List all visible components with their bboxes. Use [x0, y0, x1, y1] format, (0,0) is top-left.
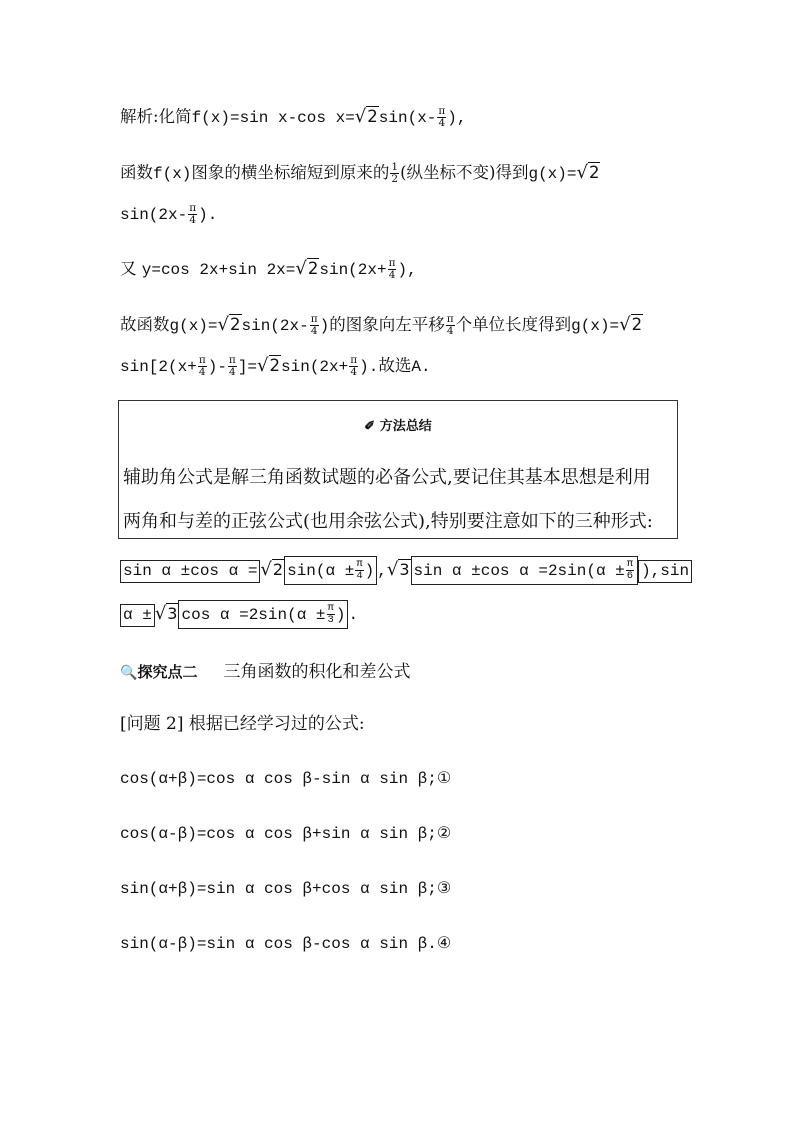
pen-icon: ✐ — [364, 419, 376, 434]
expr: sin[2(x+ — [120, 358, 197, 377]
section-label: 探究点二 — [137, 663, 198, 681]
fraction: $\frac{\pi}{4}$ — [310, 313, 318, 338]
expr: ), — [397, 261, 417, 280]
analysis-line-3 — [120, 203, 217, 226]
fraction: $\frac{\pi}{3}$ — [327, 602, 334, 627]
method-title-text: 方法总结 — [379, 419, 432, 434]
formula-4: sin(α-β)=sin α cos β-cos α sin β.④ — [120, 935, 452, 953]
question-2: [问题 2] 根据已经学习过的公式: — [120, 714, 365, 734]
text: 又 — [120, 259, 137, 279]
sqrt-expr: √3 — [154, 602, 178, 624]
expr: f(x)=sin x-cos x= — [191, 109, 355, 128]
expr: A. — [411, 358, 431, 377]
sqrt-expr: √2 — [260, 558, 284, 580]
sqrt-expr: √2 — [619, 314, 643, 336]
formula-3: sin(α+β)=sin α cos β+cos α sin β;③ — [120, 880, 452, 898]
expr: ). — [359, 358, 379, 377]
forms-line-1 — [120, 556, 692, 585]
expr: )- — [207, 358, 227, 377]
text: 图象的横坐标缩短到原来的 — [191, 163, 390, 183]
form-box: ),sin — [638, 560, 692, 583]
form-box: sin α ±cos α =2sin(α ± $\frac{\pi}{6}$ — [411, 556, 639, 585]
text: (纵坐标不变)得到 — [400, 163, 529, 183]
text: 故函数 — [120, 315, 170, 335]
sqrt-expr: √2 — [257, 355, 281, 377]
expr: y=cos 2x+sin 2x= — [141, 261, 296, 280]
fraction: $\frac{\pi}{4}$ — [350, 354, 358, 379]
expr: f(x) — [153, 165, 192, 184]
expr: sin(2x- — [120, 206, 188, 225]
formula-1: cos(α+β)=cos α cos β-sin α sin β;① — [120, 770, 452, 788]
section-title: 三角函数的积化和差公式 — [223, 662, 411, 682]
sqrt-expr: √2 — [576, 162, 600, 184]
expr: g(x)= — [169, 317, 218, 336]
expr: ) — [319, 317, 330, 336]
form-box: sin(α ± $\frac{\pi}{4}$ ) — [284, 556, 377, 585]
fraction: $\frac{\pi}{4}$ — [438, 105, 446, 130]
analysis-line-6 — [120, 355, 431, 378]
search-icon: 🔍 — [120, 665, 138, 681]
method-summary-box — [118, 400, 678, 539]
text: 个单位长度得到 — [455, 315, 572, 335]
expr: sin(x- — [378, 109, 437, 128]
fraction: $\frac{\pi}{4}$ — [356, 558, 363, 583]
expr: ), — [447, 109, 467, 128]
forms-line-2 — [120, 600, 358, 629]
fraction: $\frac{\pi}{4}$ — [446, 313, 454, 338]
comma: , — [377, 561, 387, 580]
expr: sin(2x+ — [319, 261, 387, 280]
form-box: sin α ±cos α = — [120, 560, 260, 583]
method-line-1: 辅助角公式是解三角函数试题的必备公式,要记住其基本思想是利用 — [123, 467, 651, 488]
fraction: $\frac{\pi}{4}$ — [198, 354, 206, 379]
form-box: cos α =2sin(α ± $\frac{\pi}{3}$ ) — [178, 600, 348, 629]
fraction: $\frac{\pi}{4}$ — [228, 354, 236, 379]
period: . — [348, 605, 359, 624]
analysis-prefix: 解析:化简 — [120, 107, 192, 127]
analysis-line-1 — [120, 106, 467, 129]
fraction: $\frac{\pi}{6}$ — [626, 558, 634, 583]
expr: g(x)= — [528, 165, 577, 184]
analysis-line-5 — [120, 314, 643, 337]
sqrt-expr: √2 — [295, 258, 319, 280]
fraction: $\frac{1}{2}$ — [391, 161, 399, 186]
formula-2: cos(α-β)=cos α cos β+sin α sin β;② — [120, 825, 452, 843]
text: 故选 — [378, 356, 412, 376]
analysis-line-4 — [120, 258, 417, 281]
text: 的图象向左平移 — [329, 315, 445, 335]
sqrt-expr: √2 — [354, 106, 378, 128]
fraction: $\frac{\pi}{4}$ — [388, 257, 396, 282]
text: 函数 — [120, 163, 153, 183]
sqrt-expr: √2 — [217, 314, 241, 336]
fraction: $\frac{\pi}{4}$ — [189, 202, 197, 227]
expr: ). — [198, 206, 218, 225]
section-heading — [120, 657, 410, 682]
expr: sin(2x+ — [281, 358, 349, 377]
form-box: α ± — [120, 604, 155, 627]
expr: g(x)= — [571, 317, 620, 336]
expr: ]= — [237, 358, 258, 377]
method-summary-title — [119, 415, 677, 434]
analysis-line-2 — [120, 162, 600, 185]
method-line-2: 两角和与差的正弦公式(也用余弦公式),特别要注意如下的三种形式: — [123, 511, 653, 532]
expr: sin(2x- — [241, 317, 309, 336]
sqrt-expr: √3 — [386, 558, 410, 580]
